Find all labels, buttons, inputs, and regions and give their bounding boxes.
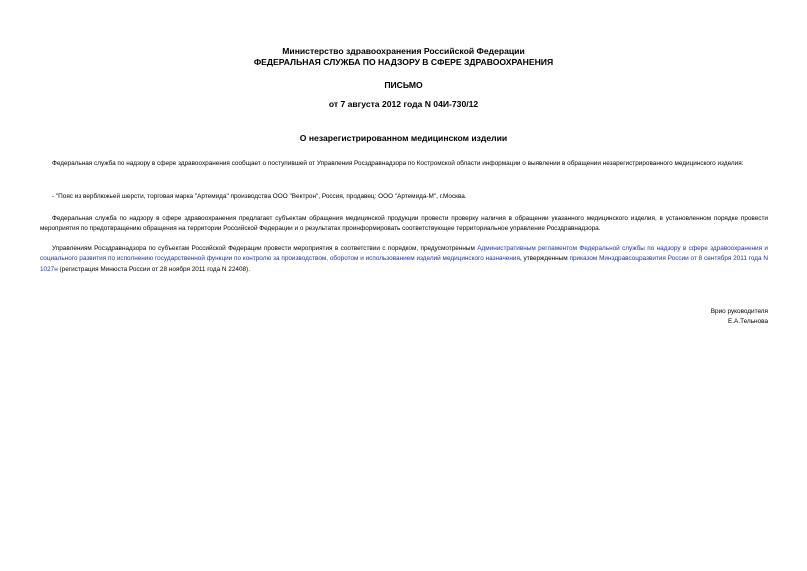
document-type: ПИСЬМО [384, 80, 423, 90]
paragraph-4-end: (регистрация Минюста России от 28 ноября 2011 года N 22408). [57, 265, 250, 273]
paragraph-3: Федеральная служба по надзору в сфере здравоохранения предлагает субъектам обращения медицинской продукции провести проверку наличия в обращении указанного медицинского изделия, в установленном порядке провести мероприятия по предотвращению обращения на территории Российской Федерации и о результатах проинформировать соответствующее территориальное управление Росздравнадзора. [40, 215, 768, 233]
paragraph-4-mid: , утвержденным [519, 255, 570, 263]
document-subject: О незарегистрированном медицинском изделии [299, 133, 508, 143]
signature-name: Е.А.Тельнова [728, 318, 768, 325]
signature-title: Врио руководителя [710, 308, 768, 315]
document-date-number: от 7 августа 2012 года N 04И-730/12 [328, 99, 479, 109]
order-link[interactable]: приказом Минздравсоцразвития России от 8 сентября 2011 года N 1027н [40, 255, 768, 273]
service-name: ФЕДЕРАЛЬНАЯ СЛУЖБА ПО НАДЗОРУ В СФЕРЕ ЗДРАВООХРАНЕНИЯ [253, 57, 554, 67]
paragraph-4 [40, 244, 768, 275]
paragraph-1: Федеральная служба по надзору в сфере здравоохранения сообщает о поступившей от Управления Росздравнадзора по Костромской области информации о выявлении в обращении незарегистрированного медицинского изделия: [52, 160, 744, 167]
paragraph-2: - "Пояс из верблюжьей шерсти, торговая марка "Артемида" производства ООО "Вектрон", Россия, продавец: ООО "Артемида-М", г.Москва. [52, 193, 467, 200]
paragraph-4-start: Управлениям Росздравнадзора по субъектам Российской Федерации провести мероприятия в соответствии с порядком, предусмотренным [52, 245, 478, 252]
ministry-name: Министерство здравоохранения Российской Федерации [282, 46, 525, 56]
regulation-link[interactable]: Административным регламентом Федеральной службы по надзору в сфере здравоохранения и социального развития по исполнению государственной функции по контролю за производством, оборотом и использованием изделий медицинского назначения [40, 245, 768, 263]
